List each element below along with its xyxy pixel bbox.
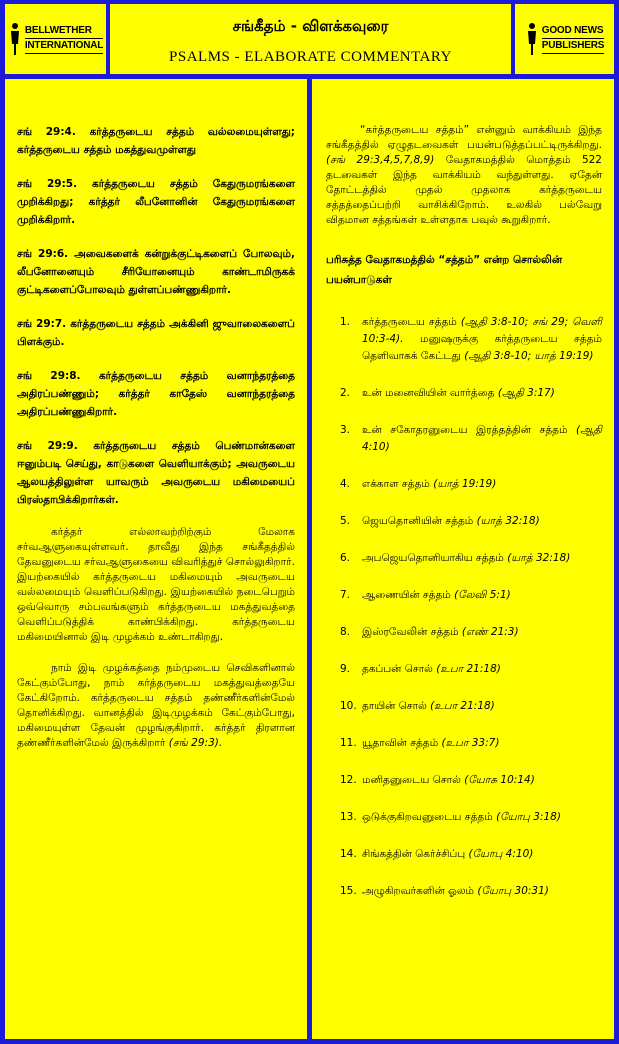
list-item-number: 9.: [340, 663, 351, 675]
list-item-body: [362, 550, 602, 567]
verse-29-4: [17, 123, 295, 159]
bellwether-logo-text: [25, 24, 103, 54]
list-item-number: 14.: [340, 848, 357, 860]
right-column: [312, 79, 614, 1039]
verse-text: கர்த்தருடைய சத்தம் பெண்மான்களை ஈனும்படி செய்து, காடுகளை வெளியாக்கும்; அவருடைய ஆலயத்திலுள்ள யாவரும் அவருடைய மகிமையைப் பிரஸ்தாபிக்கிறார்கள்.: [17, 440, 295, 506]
good-news-logo-line1: GOOD NEWS: [542, 24, 604, 39]
list-item-body: [362, 422, 602, 456]
list-item-ref: (உபா 21:18): [436, 663, 501, 675]
verse-text: அவைகளைக் கன்றுக்குட்டிகளைப் போலவும், லீபனோனையும் சீரியோனையும் காண்டாமிருகக் குட்டிகளைப்போலவும் துள்ளப்பண்ணுகிறார்.: [17, 248, 295, 296]
commentary-paragraph-1: கர்த்தர் எல்லாவற்றிற்கும் மேலாக சர்வஆளுகையுள்ளவர். தாவீது இந்த சங்கீதத்தில் தேவனுடைய சர்வஆளுகையை விவரித்துச் சொல்லுகிறார். இயற்கையில் கர்த்தருடைய மகிமையும் அவருடைய வல்லமையும் வெளிப்படுகிறது. இயற்கையில் நடைபெறும் ஒவ்வொரு சம்பவங்களும் கர்த்தருடைய மகத்துவத்தை வெளிப்படுத்திக் காண்பிக்கிறது. கர்த்தருடைய மகிமையினால் இடி முழக்கம் உண்டாகிறது.: [17, 526, 295, 643]
header-title-block: [110, 4, 511, 74]
list-item: [340, 846, 602, 863]
verse-text: கர்த்தருடைய சத்தம் வல்லமையுள்ளது; கர்த்தருடைய சத்தம் மகத்துவமுள்ளது: [17, 126, 295, 156]
list-item-ref: (லேவி 5:1): [454, 589, 511, 601]
list-item-ref: (யாத் 32:18): [476, 515, 540, 527]
list-item-ref: (உபா 21:18): [430, 700, 495, 712]
list-item-text: தகப்பன் சொல்: [362, 663, 433, 675]
list-item-text: ஜெயதொனியின் சத்தம்: [362, 515, 474, 527]
verse-text: கர்த்தருடைய சத்தம் கேதுருமரங்களை முறிக்கிறது; கர்த்தர் லீபனோனின் கேதுருமரங்களை முறிக்கிறார்.: [17, 178, 295, 226]
bellwether-logo-line1: BELLWETHER: [25, 24, 103, 39]
paragraph-2-text: நாம் இடி முழக்கத்தை நம்முடைய செவிகளினால் கேட்கும்போது, நாம் கர்த்தருடைய மகத்துவத்தையே கேட்கிறோம். கர்த்தருடைய சத்தம் தண்ணீர்களின்மேல் தொனிக்கிறது. வானத்தில் இடிமுழக்கம் கேட்கும்போது, மகிமையுள்ள தேவன் முழங்குகிறார். கர்த்தர் திரளான தண்ணீர்களின்மேல் இருக்கிறார்: [17, 662, 295, 749]
list-item-text: அபஜெயதொனியாகிய சத்தம்: [362, 552, 504, 564]
list-item-ref: (ஆதி 4:10): [362, 424, 602, 453]
verse-ref: சங் 29:4.: [17, 126, 76, 138]
list-item-number: 6.: [340, 552, 351, 564]
left-column: [5, 79, 307, 1039]
list-item-text: தாயின் சொல்: [362, 700, 427, 712]
figure-logo-icon: [525, 22, 539, 56]
list-item-body: [362, 624, 602, 641]
good-news-logo: [515, 4, 614, 74]
list-item: [340, 735, 602, 752]
list-item-text: ஆணையின் சத்தம்: [362, 589, 451, 601]
list-item-ref: (யாத் 19:19): [433, 478, 497, 490]
list-item-ref: (ஆதி 3:17): [497, 387, 555, 399]
list-item-body: [362, 698, 602, 715]
list-item-extra-ref: (ஆதி 3:8-10; யாத் 19:19): [464, 350, 594, 362]
list-item-number: 10.: [340, 700, 357, 712]
list-item-body: [362, 661, 602, 678]
intro-ref: (சங் 29:3,4,5,7,8,9): [326, 154, 435, 166]
list-item-text: இஸ்ரவேலின் சத்தம்: [362, 626, 459, 638]
list-item-ref: (யோசு 10:14): [464, 774, 535, 786]
list-item-ref: (உபா 33:7): [441, 737, 500, 749]
intro-rest: வேதாகமத்தில் மொத்தம் 522 தடவைகள் இந்த வாக்கியம் வந்துள்ளது. ஏதேன் தோட்டத்தில் முதல் முதலாக கர்த்தருடைய சத்தத்தைப்பற்றி வாசிக்கிறோம். உலகில் பல்வேறு விதமான சத்தங்கள் உள்ளதாக பவுல் கூறுகிறார்.: [326, 154, 602, 226]
list-item-body: [362, 314, 602, 365]
verse-ref: சங் 29:9.: [17, 440, 78, 452]
intro-text: “கர்த்தருடைய சத்தம்” என்னும் வாக்கியம் இந்த சங்கீதத்தில் ஏழுதடவைகள் பயன்படுத்தப்பட்டிருக்கிறது.: [326, 124, 602, 151]
intro-paragraph: [326, 123, 602, 228]
list-item-number: 3.: [340, 424, 351, 436]
list-item-body: [362, 846, 602, 863]
list-item-extra: மனுஷருக்கு கர்த்தருடைய சத்தம் தெளிவாகக் கேட்டது: [362, 333, 603, 362]
list-item: [340, 698, 602, 715]
list-item-text: சிங்கத்தின் கெர்ச்சிப்பு: [362, 848, 466, 860]
verse-ref: சங் 29:8.: [17, 370, 81, 382]
commentary-paragraph-2: [17, 661, 295, 751]
list-item-body: [362, 735, 602, 752]
list-item-number: 4.: [340, 478, 351, 490]
list-item-body: [362, 587, 602, 604]
list-item: [340, 550, 602, 567]
page-title-tamil: சங்கீதம் - விளக்கவுரை: [232, 17, 389, 35]
list-item-text: அழுகிறவர்களின் ஓலம்: [362, 885, 474, 897]
list-item-body: [362, 476, 602, 493]
list-item: [340, 624, 602, 641]
list-item: [340, 422, 602, 456]
list-item: [340, 661, 602, 678]
paragraph-2-ref: (சங் 29:3).: [168, 737, 223, 749]
list-item: [340, 772, 602, 789]
verse-29-5: [17, 175, 295, 229]
list-item-number: 13.: [340, 811, 357, 823]
list-item: [340, 587, 602, 604]
list-item-text: யூதாவின் சத்தம்: [362, 737, 439, 749]
list-item-text: எக்காள சத்தம்: [362, 478, 430, 490]
list-item-number: 8.: [340, 626, 351, 638]
list-item-number: 7.: [340, 589, 351, 601]
bellwether-logo-line2: INTERNATIONAL: [25, 39, 103, 54]
list-item-number: 2.: [340, 387, 351, 399]
bellwether-logo: [5, 4, 106, 74]
list-item-number: 1.: [340, 316, 351, 328]
list-item-ref: (ஆதி 3:8-10; சங் 29; வெளி 10:3-4).: [362, 316, 603, 345]
list-item: [340, 314, 602, 365]
list-item-number: 15.: [340, 885, 357, 897]
list-item-body: [362, 883, 602, 900]
good-news-logo-line2: PUBLISHERS: [542, 39, 604, 54]
verse-text: கர்த்தருடைய சத்தம் வனாந்தரத்தை அதிரப்பண்ணும்; கர்த்தர் காதேஸ் வனாந்தரத்தை அதிரப்பண்ணுகிறார்.: [17, 370, 295, 418]
page-title-english: PSALMS - ELABORATE COMMENTARY: [169, 49, 452, 65]
verse-ref: சங் 29:7.: [17, 318, 67, 330]
list-item: [340, 513, 602, 530]
list-item-number: 12.: [340, 774, 357, 786]
list-item-text: ஒடுக்குகிறவனுடைய சத்தம்: [362, 811, 493, 823]
list-item-body: [362, 809, 602, 826]
list-item-ref: (யோபு 3:18): [496, 811, 561, 823]
list-item-text: உன் மனைவியின் வார்த்தை: [362, 387, 495, 399]
list-item-ref: (எண் 21:3): [461, 626, 519, 638]
list-item-body: [362, 513, 602, 530]
list-item-ref: (யோபு 30:31): [477, 885, 549, 897]
list-item-body: [362, 385, 602, 402]
verse-29-6: [17, 245, 295, 299]
verse-29-9: [17, 437, 295, 509]
list-item: [340, 883, 602, 900]
uses-list: [326, 314, 602, 900]
verse-29-8: [17, 367, 295, 421]
list-item-ref: (யாத் 32:18): [507, 552, 571, 564]
list-item: [340, 809, 602, 826]
verse-ref: சங் 29:6.: [17, 248, 69, 260]
list-item-text: உன் சகோதரனுடைய இரத்தத்தின் சத்தம்: [362, 424, 568, 436]
verse-29-7: [17, 315, 295, 351]
verse-ref: சங் 29:5.: [17, 178, 78, 190]
list-item-number: 11.: [340, 737, 357, 749]
list-item-text: மனிதனுடைய சொல்: [362, 774, 461, 786]
list-item-ref: (யோபு 4:10): [468, 848, 534, 860]
section-heading: பரிசுத்த வேதாகமத்தில் “சத்தம்” என்ற சொல்லின் பயன்பாடுகள்: [326, 254, 563, 286]
figure-logo-icon: [8, 22, 22, 56]
list-item-text: கர்த்தருடைய சத்தம்: [362, 316, 457, 328]
list-item: [340, 476, 602, 493]
verse-text: கர்த்தருடைய சத்தம் அக்கினி ஜுவாலைகளைப் பிளக்கும்.: [17, 318, 295, 348]
list-item-number: 5.: [340, 515, 351, 527]
list-item: [340, 385, 602, 402]
good-news-logo-text: [542, 24, 604, 54]
list-item-body: [362, 772, 602, 789]
